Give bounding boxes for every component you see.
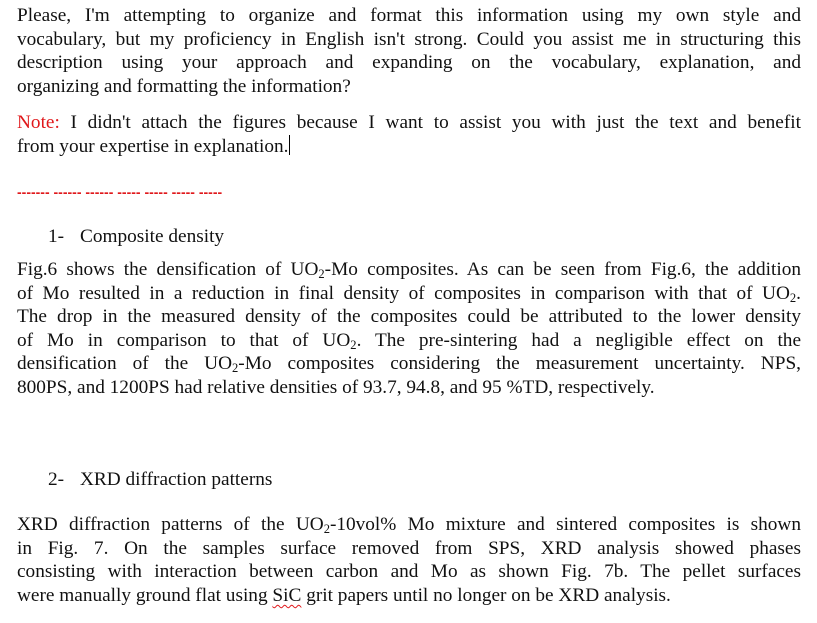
intro-line: organizing and formatting the information? bbox=[17, 75, 351, 97]
note-text-2: from your expertise in explanation. bbox=[17, 135, 289, 157]
paragraph-line: consisting with interaction between carbon and Mo as shown Fig. 7b. The pellet surfaces bbox=[17, 561, 801, 583]
section-number: 1- bbox=[48, 226, 65, 247]
section-title: Composite density bbox=[80, 226, 225, 247]
spellcheck-flagged-word[interactable]: SiC bbox=[272, 584, 302, 606]
subscript: 2 bbox=[789, 290, 797, 305]
subscript: 2 bbox=[318, 267, 325, 281]
paragraph-line bbox=[17, 282, 801, 306]
intro-line: Please, I'm attempting to organize and format this information using my own style and bbox=[17, 5, 801, 26]
section-heading-1 bbox=[48, 225, 224, 249]
note-text: I didn't attach the figures because I want to assist you with just the text and benefit bbox=[70, 112, 801, 133]
subscript: 2 bbox=[232, 361, 239, 376]
section-title: XRD diffraction patterns bbox=[80, 469, 273, 490]
text-run: grit papers until no longer on be XRD analysis. bbox=[306, 584, 671, 606]
separator-line: ------- ------ ------ ----- ----- ----- ----- bbox=[17, 184, 223, 200]
subscript: 2 bbox=[323, 522, 330, 536]
text-run: were manually ground flat using bbox=[17, 584, 268, 606]
note-line-2[interactable] bbox=[17, 135, 801, 159]
intro-line: vocabulary, but my proficiency in English isn't strong. Could you assist me in structuring this bbox=[17, 28, 801, 50]
paragraph-line bbox=[17, 513, 801, 537]
paragraph-line: The drop in the measured density of the composites could be attributed to the lower density bbox=[17, 306, 801, 328]
section-2-paragraph bbox=[17, 513, 801, 607]
paragraph-line: 800PS, and 1200PS had relative densities of 93.7, 94.8, and 95 %TD, respectively. bbox=[17, 376, 655, 398]
text-run: -Mo composites considering the measurement uncertainty. NPS, bbox=[238, 353, 801, 375]
paragraph-line bbox=[17, 329, 801, 353]
text-run: of Mo in comparison to that of UO bbox=[17, 329, 351, 351]
note-paragraph bbox=[17, 111, 801, 158]
paragraph-line bbox=[17, 258, 801, 282]
intro-paragraph bbox=[17, 4, 801, 98]
text-run: XRD diffraction patterns of the UO bbox=[17, 514, 324, 535]
text-run: . bbox=[796, 282, 801, 304]
text-run: -Mo composites. As can be seen from Fig.6, the addition bbox=[324, 259, 801, 280]
subscript: 2 bbox=[350, 337, 357, 352]
text-run: . The pre-sintering had a negligible effect on the bbox=[356, 329, 802, 351]
paragraph-line: in Fig. 7. On the samples surface removed from SPS, XRD analysis showed phases bbox=[17, 537, 801, 559]
text-run: densification of the UO bbox=[17, 353, 233, 375]
intro-line: description using your approach and expanding on the vocabulary, explanation, and bbox=[17, 52, 801, 74]
note-line-1 bbox=[17, 111, 801, 135]
section-number: 2- bbox=[48, 469, 65, 490]
text-cursor bbox=[289, 135, 290, 155]
paragraph-line bbox=[17, 584, 801, 608]
text-run: Fig.6 shows the densification of UO bbox=[17, 259, 319, 280]
section-1-paragraph bbox=[17, 258, 801, 400]
section-heading-2 bbox=[48, 468, 272, 492]
note-label: Note: bbox=[17, 112, 60, 133]
text-run: -10vol% Mo mixture and sintered composites is shown bbox=[329, 514, 801, 535]
text-run: of Mo resulted in a reduction in final density of composites in comparison with that of UO bbox=[17, 282, 790, 304]
paragraph-line bbox=[17, 352, 801, 376]
